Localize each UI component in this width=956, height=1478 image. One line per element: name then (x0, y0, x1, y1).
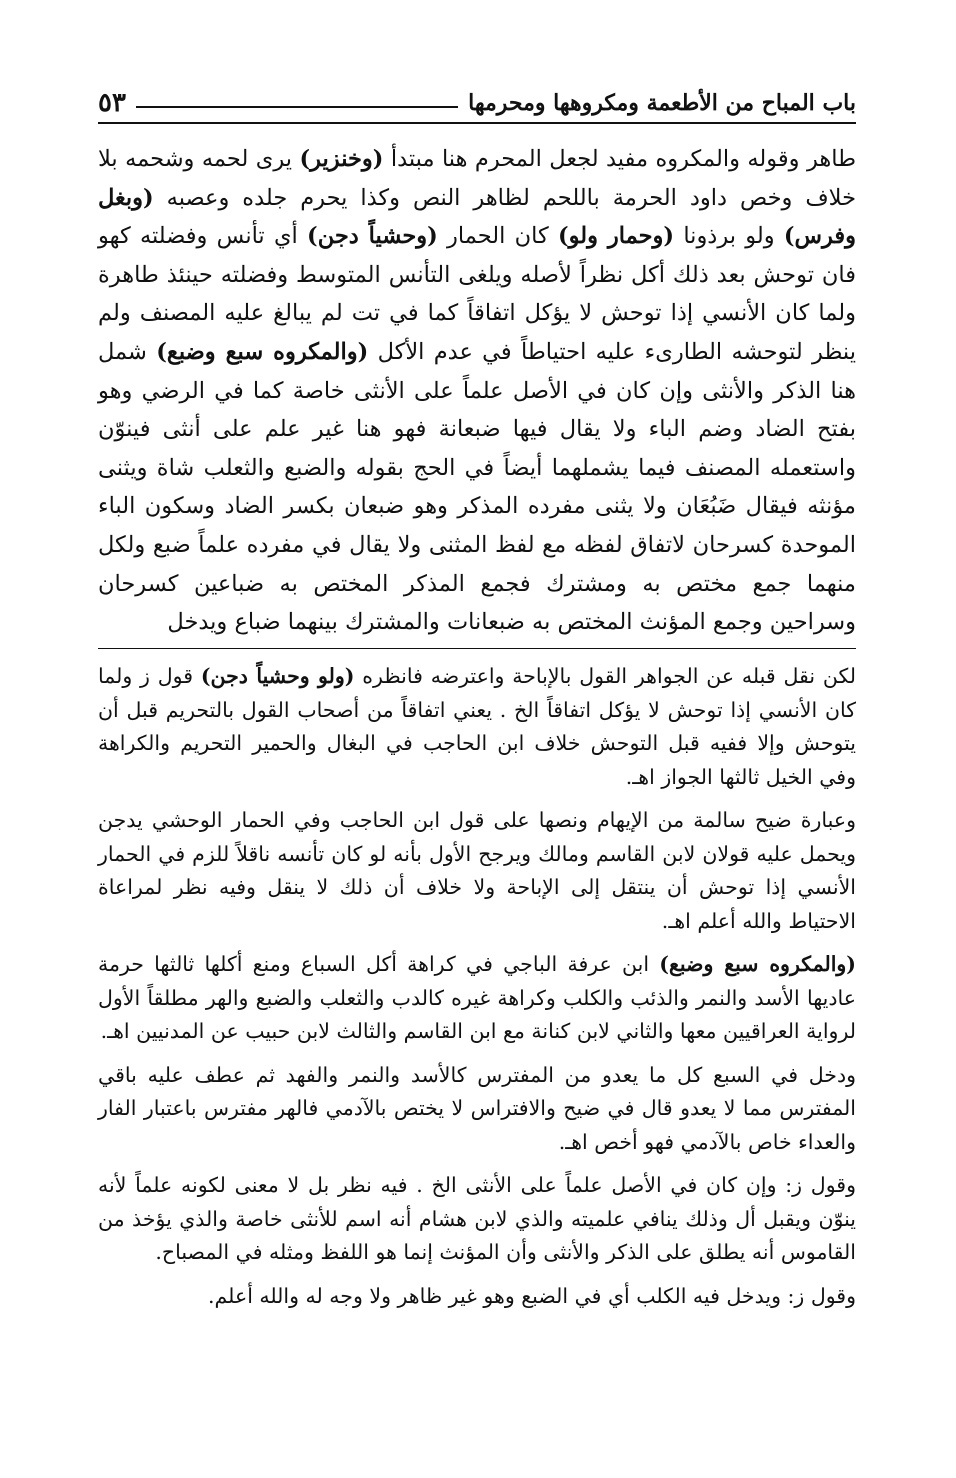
main-paragraph (98, 140, 856, 642)
header-rule (136, 106, 458, 108)
main-text (98, 140, 856, 642)
running-header (98, 72, 856, 124)
footnote-paragraph (98, 660, 856, 794)
footnote-paragraph (98, 1280, 856, 1314)
text-run: أي تأنس وفضلته كهو فان توحش بعد ذلك أكل نظراً لأصله ويلغى التأنس المتوسط وفضلته حينئذ طاهرة ولما كان الأنسي إذا توحش لا يؤكل اتفاقاً كما في تت لم يبالغ عليه المصنف ولم ينظر لتوحشه الطارىء عليه احتياطاً في عدم الأكل (98, 223, 856, 365)
bold-term: (وحمار ولو) (558, 223, 675, 250)
bold-term: (وخنزير) (299, 146, 384, 172)
footnote-separator (98, 648, 856, 649)
text-run: طاهر وقوله والمكروه مفيد لجعل المحرم هنا مبتدأ (383, 146, 856, 172)
text-run: قول ز ولما كان الأنسي إذا توحش لا يؤكل اتفاقاً الخ . يعني اتفاقاً من أصحاب القول بالتحريم قبل أن يتوحش وإلا ففيه قبل التوحش خلاف ابن الحاجب في البغال والحمير التحريم والكراهة وفي الخيل ثالثها الجواز اهـ. (98, 664, 856, 789)
text-run: يرى لحمه وشحمه بلا خلاف وخص داود الحرمة باللحم لظاهر النص وكذا يحرم جلده وعصبه (98, 146, 856, 211)
footnote-paragraph (98, 948, 856, 1049)
text-run: ودخل في السبع كل ما يعدو من المفترس كالأسد والنمر والفهد ثم عطف عليه باقي المفترس مما لا يعدو قال في ضيح والافتراس لا يختص بالآدمي فالهر مفترس باعتبار الفار والعداء خاص بالآدمي فهو أخص اهـ. (98, 1062, 856, 1154)
bold-term: (والمكروه سبع وضبع) (659, 952, 856, 976)
bold-term: (والمكروه سبع وضبع) (156, 338, 369, 365)
text-run: وقول ز: ويدخل فيه الكلب أي في الضبع وهو غير ظاهر ولا وجه له والله أعلم. (208, 1283, 856, 1308)
chapter-title: باب المباح من الأطعمة ومكروهها ومحرمها (468, 90, 856, 116)
text-run: ولو برذونا (674, 223, 784, 250)
footnote-paragraph (98, 804, 856, 938)
text-run: شمل هنا الذكر والأنثى وإن كان في الأصل علماً على الأنثى خاصة كما في الرضي وهو بفتح الضاد وضم الباء ولا يقال فيها ضبعانة فهو هنا غير علم على أنثى فينوّن واستعمله المصنف فيما يشملهما أيضاً في الحج بقوله والضبع والثعلب شاة ويثنى مؤنثه فيقال ضَبُعَان ولا يثنى مفرده المذكر وهو ضبعان بكسر الضاد وسكون الباء الموحدة كسرحان لاتفاق لفظه مع لفظ المثنى ولا يقال في مفرده علماً ضبع ولكل منهما جمع مختص به ومشترك فجمع المذكر المختص به ضباعين كسرحان وسراحين وجمع المؤنث المختص به ضبعانات والمشترك بينهما ضباع ويدخل (98, 338, 856, 636)
text-run: وعبارة ضيح سالمة من الإيهام ونصها على قول ابن الحاجب وفي الحمار الوحشي يدجن ويحمل عليه قولان لابن القاسم ومالك ويرجح الأول بأنه لو كان تأنسه ناقلاً للزم في الحمار الأنسي إذا توحش أن ينتقل إلى الإباحة ولا خلاف أن ذلك لا ينقل وفيه نظر لمراعاة الاحتياط والله أعلم اهـ. (98, 808, 856, 933)
bold-term: (ولو وحشياً دجن) (200, 664, 355, 688)
bold-term: (وبغل وفرس) (98, 184, 856, 250)
footnote-paragraph (98, 1059, 856, 1160)
page-number: ٥٣ (98, 88, 126, 118)
text-run: ابن عرفة الباجي في كراهة أكل السباع ومنع أكلها ثالثها حرمة عاديها الأسد والنمر والذئب والكلب وكراهة غيره كالدب والثعلب والضبع والهر مطلقاً الأول لرواية العراقيين معها والثاني لابن كنانة مع ابن القاسم والثالث لابن حبيب عن المدنيين اهـ. (98, 952, 856, 1043)
text-run: كان الحمار (437, 223, 558, 250)
text-run: وقول ز: وإن كان في الأصل علماً على الأنثى الخ . فيه نظر بل لا معنى لكونه علماً لأنه ينوّن ويقبل أل وذلك ينافي علميته والذي لابن هشام أنه اسم للأنثى خاصة والذي يؤخذ من القاموس أنه يطلق على الذكر والأنثى وأن المؤنث إنما هو اللفظ ومثله في المصباح. (98, 1173, 856, 1264)
text-run: لكن نقل قبله عن الجواهر القول بالإباحة واعترضه فانظره (354, 664, 857, 688)
footnotes (98, 660, 856, 1323)
bold-term: (وحشياً دجن) (307, 223, 438, 250)
footnote-paragraph (98, 1169, 856, 1270)
